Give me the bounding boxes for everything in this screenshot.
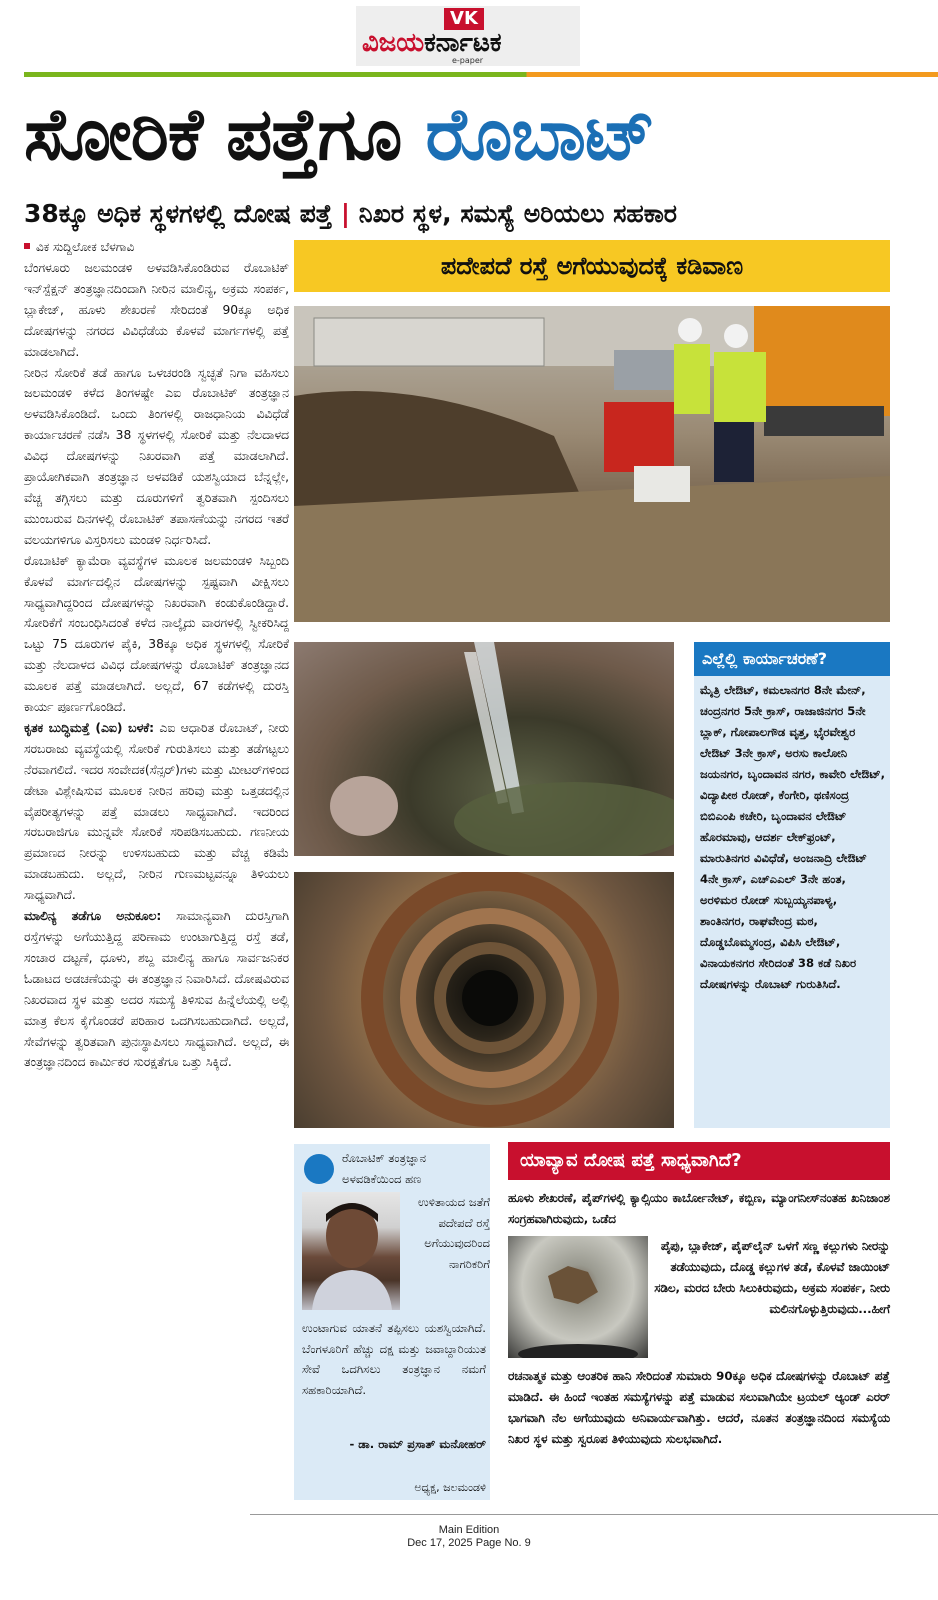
faults-text-3: ರಚನಾತ್ಮಕ ಮತ್ತು ಆಂತರಿಕ ಹಾನಿ ಸೇರಿದಂತೆ ಸುಮಾರು 90ಕ್ಕೂ ಅಧಿಕ ದೋಷಗಳನ್ನು ರೊಬಾಟ್ ಪತ್ತೆ ಮಾಡಿದೆ. ಈ ಹಿಂದೆ ಇಂತಹ ಸಮಸ್ಯೆಗಳನ್ನು ಪತ್ತೆ ಮಾಡುವ ಸಲುವಾಗಿಯೇ ಟ್ರಯಲ್ ಆ್ಯಂಡ್ ಎರರ್ ಭಾಗವಾಗಿ ನೆಲ ಅಗೆಯುವುದು ಅನಿವಾರ್ಯವಾಗಿತ್ತು. ಆದರೆ, ನೂತನ ತಂತ್ರಜ್ಞಾನದಿಂದ ಸಮಸ್ಯೆಯ ನಿಖರ ಸ್ಥಳ ಮತ್ತು ಸ್ವರೂಪ ತಿಳಿಯುವುದು ಸುಲಭವಾಗಿದೆ. xyxy=(508,1369,890,1446)
page-footer xyxy=(0,1524,938,1564)
faults-text-1: ಹೂಳು ಶೇಖರಣೆ, ಪೈಪ್‌ಗಳಲ್ಲಿ ಕ್ಯಾಲ್ಸಿಯಂ ಕಾರ್ಬೋನೇಟ್, ಕಬ್ಬಿಣ, ಮ್ಯಾಂಗನೀಸ್‌ನಂತಹ ಖನಿಜಾಂಶ ಸಂಗ್ರಹವಾಗಿರುವುದು, ಒಡೆದ xyxy=(508,1191,890,1226)
masthead-divider xyxy=(24,72,938,77)
official-portrait xyxy=(302,1192,400,1310)
subhead-divider: | xyxy=(340,199,350,228)
logo-tagline: e-paper xyxy=(452,56,484,65)
faults-text-2: ಪೈಪು, ಬ್ಲಾಕೇಜ್, ಪೈಪ್‌ಲೈನ್ ಒಳಗೆ ಸಣ್ಣ ಕಲ್ಲುಗಳು ನೀರನ್ನು ತಡೆಯುವುದು, ದೊಡ್ಡ ಕಲ್ಲುಗಳ ತಡೆ, ಕೊಳವೆ ಜಾಯಿಂಟ್ ಸಡಿಲ, ಮರದ ಬೇರು ಸಿಲುಕಿರುವುದು, ಅಕ್ರಮ ಸಂಪರ್ಕ, ನೀರು ಮಲಿನಗೊಳ್ಳುತ್ತಿರುವುದು...ಹೀಗೆ xyxy=(654,1239,890,1316)
pipe-interior-photo xyxy=(294,872,674,1128)
logo-part-1: ವಿಜಯ xyxy=(362,28,425,58)
robot-inspection-photo xyxy=(294,306,890,622)
pipe-interior-illustration xyxy=(294,872,674,1128)
headline-part-2: ರೊಬಾಟ್ xyxy=(425,92,655,176)
broken-pipe-photo xyxy=(508,1236,648,1358)
broken-pipe-illustration xyxy=(508,1236,648,1358)
pipe-leak-illustration xyxy=(294,642,674,856)
quote-text-bottom: ಉಂಟಾಗುವ ಯಾತನೆ ತಪ್ಪಿಸಲು ಯಶಸ್ವಿಯಾಗಿದೆ. ಬೆಂಗಳೂರಿಗೆ ಹೆಚ್ಚು ದಕ್ಷ ಮತ್ತು ಜವಾಬ್ದಾರಿಯುತ ಸೇವೆ ಒದಗಿಸಲು ತಂತ್ರಜ್ಞಾನ ನಮಗೆ ಸಹಕಾರಿಯಾಗಿದೆ. xyxy=(302,1321,486,1397)
subhead-left: 38ಕ್ಕೂ ಅಧಿಕ ಸ್ಥಳಗಳಲ್ಲಿ ದೋಷ ಪತ್ತೆ xyxy=(24,199,333,228)
article-paragraph xyxy=(24,906,289,1073)
date-page-label: Dec 17, 2025 Page No. 9 xyxy=(407,1537,531,1549)
article-paragraph xyxy=(24,718,289,906)
article-body xyxy=(24,258,289,1510)
portrait-illustration xyxy=(302,1192,400,1310)
bullet-icon xyxy=(24,243,30,249)
subheadline xyxy=(24,194,914,234)
section-subheading: ಕೃತಕ ಬುದ್ಧಿಮತ್ತೆ (ಎಐ) ಬಳಕೆ: xyxy=(24,720,155,735)
logo-part-2: ಕರ್ನಾಟಕ xyxy=(424,28,502,58)
edition-label: Main Edition xyxy=(438,1524,500,1536)
pipe-leak-photo xyxy=(294,642,674,856)
footer-divider xyxy=(250,1514,938,1515)
locations-title: ಎಲ್ಲೆಲ್ಲಿ ಕಾರ್ಯಾಚರಣೆ? xyxy=(694,642,890,676)
quote-text-right: ಉಳಿತಾಯದ ಜತೆಗೆ ಪದೇಪದೆ ರಸ್ತೆ ಅಗೆಯುವುದರಿಂದ ನಾಗರಿಕರಿಗೆ xyxy=(417,1195,490,1271)
byline-text: ವಿಕ ಸುದ್ದಿಲೋಕ ಬೆಳಗಾವಿ xyxy=(36,240,135,254)
section-subheading: ಮಾಲಿನ್ಯ ತಡೆಗೂ ಅನುಕೂಲ: xyxy=(24,909,162,924)
article-paragraph: ನೀರಿನ ಸೋರಿಕೆ ತಡೆ ಹಾಗೂ ಒಳಚರಂಡಿ ಸ್ವಚ್ಛತೆ ನಿಗಾ ವಹಿಸಲು ಜಲಮಂಡಳಿ ಕಳೆದ ತಿಂಗಳಷ್ಟೇ ಎಐ ರೊಬಾಟಿಕ್ ತಂತ್ರಜ್ಞಾನ ಅಳವಡಿಸಿಕೊಂಡಿದೆ. ಒಂದು ತಿಂಗಳಲ್ಲಿ ರಾಜಧಾನಿಯ ವಿವಿಧೆಡೆ ಕಾರ್ಯಾಚರಣೆ ನಡೆಸಿ 38 ಸ್ಥಳಗಳಲ್ಲಿ ಸೋರಿಕೆ ಮತ್ತು ನೆಲದಾಳದ ವಿವಿಧ ದೋಷಗಳನ್ನು ನಿಖರವಾಗಿ ಪತ್ತೆ ಮಾಡಲಾಗಿದೆ. ಪ್ರಾಯೋಗಿಕವಾಗಿ ತಂತ್ರಜ್ಞಾನ ಅಳವಡಿಕೆ ಯಶಸ್ವಿಯಾದ ಬೆನ್ನಲ್ಲೇ, ವೆಚ್ಚ ತಗ್ಗಿಸಲು ಮತ್ತು ದೂರುಗಳಿಗೆ ತ್ವರಿತವಾಗಿ ಸ್ಪಂದಿಸಲು ಮುಂಬರುವ ದಿನಗಳಲ್ಲಿ ರೊಬಾಟಿಕ್ ತಪಾಸಣೆಯನ್ನು ನಗರದ ಇತರೆ ವಲಯಗಳಿಗೂ ವಿಸ್ತರಿಸಲು ಮಂಡಳಿ ನಿರ್ಧರಿಸಿದೆ. xyxy=(24,365,289,547)
byline xyxy=(24,238,289,256)
faults-title: ಯಾವ್ಯಾವ ದೋಷ ಪತ್ತೆ ಸಾಧ್ಯವಾಗಿದೆ? xyxy=(508,1142,890,1180)
quote-bubble-icon xyxy=(304,1154,334,1184)
article-paragraph: ಬೆಂಗಳೂರು ಜಲಮಂಡಳಿ ಅಳವಡಿಸಿಕೊಂಡಿರುವ ರೊಬಾಟಿಕ್ ಇನ್‌ಸ್ಪೆಕ್ಷನ್ ತಂತ್ರಜ್ಞಾನದಿಂದಾಗಿ ನೀರಿನ ಮಾಲಿನ್ಯ, ಅಕ್ರಮ ಸಂಪರ್ಕ, ಬ್ಲಾಕೇಜ್, ಹೂಳು ಶೇಖರಣೆ ಸೇರಿದಂತೆ 90ಕ್ಕೂ ಅಧಿಕ ದೋಷಗಳನ್ನು ನಗರದ ವಿವಿಧೆಡೆಯ ಕೊಳವೆ ಮಾರ್ಗಗಳಲ್ಲಿ ಪತ್ತೆ ಮಾಡಲಾಗಿದೆ. xyxy=(24,261,289,359)
section-banner: ಪದೇಪದೆ ರಸ್ತೆ ಅಗೆಯುವುದಕ್ಕೆ ಕಡಿವಾಣ xyxy=(294,240,890,292)
masthead-logo xyxy=(356,6,580,66)
locations-list: ಮೈತ್ರಿ ಲೇಔಟ್, ಕಮಲಾನಗರ 8ನೇ ಮೇನ್, ಚಂದ್ರನಗರ 5ನೇ ಕ್ರಾಸ್, ರಾಜಾಜಿನಗರ 5ನೇ ಬ್ಲಾಕ್, ಗೋಪಾಲಗೌಡ ವೃತ್ತ, ಭೈರವೇಶ್ವರ ಲೇಔಟ್ 3ನೇ ಕ್ರಾಸ್, ಅರಸು ಕಾಲೋನಿ ಜಯನಗರ, ಬೃಂದಾವನ ನಗರ, ಕಾವೇರಿ ಲೇಔಟ್, ವಿದ್ಯಾಪೀಠ ರೋಡ್, ಕೆಂಗೇರಿ, ಥಣಿಸಂದ್ರ ಬಿಬಿಎಂಪಿ ಕಚೇರಿ, ಬೃಂದಾವನ ಲೇಔಟ್ ಹೊರಮಾವು, ಆದರ್ಶ ಲೇಕ್‌ಫ್ರಂಟ್, ಮಾರುತಿನಗರ ವಿವಿಧೆಡೆ, ಅಂಜನಾದ್ರಿ ಲೇಔಟ್ 4ನೇ ಕ್ರಾಸ್, ಎಚ್‌ಎಎಲ್ 3ನೇ ಹಂತ, ಅರಳಿಮರ ರೋಡ್ ಸುಬ್ಬಯ್ಯನಪಾಳ್ಯ, ಶಾಂತಿನಗರ, ರಾಘವೇಂದ್ರ ಮಠ, ದೊಡ್ಡಬೊಮ್ಮಸಂದ್ರ, ವಿಪಿಸಿ ಲೇಔಟ್, ವಿನಾಯಕನಗರ ಸೇರಿದಂತೆ 38 ಕಡೆ ನಿಖರ ದೋಷಗಳನ್ನು ರೊಬಾಟ್ ಗುರುತಿಸಿದೆ. xyxy=(700,683,886,991)
quote-role: ಅಧ್ಯಕ್ಷ, ಜಲಮಂಡಳಿ xyxy=(414,1481,486,1494)
quote-text-top: ರೊಬಾಟಿಕ್ ತಂತ್ರಜ್ಞಾನ ಅಳವಡಿಕೆಯಿಂದ ಹಣ xyxy=(342,1151,427,1186)
article-paragraph: ರೊಬಾಟಿಕ್ ಕ್ಯಾಮೆರಾ ವ್ಯವಸ್ಥೆಗಳ ಮೂಲಕ ಜಲಮಂಡಳಿ ಸಿಬ್ಬಂದಿ ಕೊಳವೆ ಮಾರ್ಗದಲ್ಲಿನ ದೋಷಗಳನ್ನು ಸ್ಪಷ್ಟವಾಗಿ ವೀಕ್ಷಿಸಲು ಸಾಧ್ಯವಾಗಿದ್ದರಿಂದ ದೋಷಗಳನ್ನು ನಿಖರವಾಗಿ ಕಂಡುಕೊಂಡಿದ್ದಾರೆ. ಸೋರಿಕೆಗೆ ಸಂಬಂಧಿಸಿದಂತೆ ಕಳೆದ ನಾಲ್ಕೈದು ವಾರಗಳಲ್ಲಿ ಸ್ವೀಕರಿಸಿದ್ದ ಒಟ್ಟು 75 ದೂರುಗಳ ಪೈಕಿ, 38ಕ್ಕೂ ಅಧಿಕ ಸ್ಥಳಗಳಲ್ಲಿ ಸೋರಿಕೆ ಮತ್ತು ನೆಲದಾಳದ ವಿವಿಧ ದೋಷಗಳನ್ನು ರೊಬಾಟಿಕ್ ತಂತ್ರಜ್ಞಾನದ ಮೂಲಕ ಪತ್ತೆ ಮಾಡಲಾಗಿದೆ. ಅಲ್ಲದೆ, 67 ಕಡೆಗಳಲ್ಲಿ ದುರಸ್ತಿ ಕಾರ್ಯ ಪೂರ್ಣಗೊಂಡಿದೆ. xyxy=(24,553,289,715)
logo-badge: VK xyxy=(444,8,484,30)
quote-signature: - ಡಾ. ರಾಮ್ ಪ್ರಸಾತ್ ಮನೋಹರ್ xyxy=(349,1437,486,1451)
robot-inspection-illustration xyxy=(294,306,890,622)
subhead-right: ನಿಖರ ಸ್ಥಳ, ಸಮಸ್ಯೆ ಅರಿಯಲು ಸಹಕಾರ xyxy=(358,199,678,228)
headline xyxy=(24,84,914,184)
paragraph-text: ಎಐ ಆಧಾರಿತ ರೊಬಾಟ್, ನೀರು ಸರಬರಾಜು ವ್ಯವಸ್ಥೆಯಲ್ಲಿ ಸೋರಿಕೆ ಗುರುತಿಸಲು ಮತ್ತು ತಡೆಗಟ್ಟಲು ನೆರವಾಗಲಿದೆ. ಇದರ ಸಂವೇದಕ(ಸೆನ್ಸರ್)ಗಳು ಮತ್ತು ಮೀಟರ್‌ಗಳಿಂದ ಡೇಟಾ ವಿಶ್ಲೇಷಿಸುವ ಮೂಲಕ ನೀರಿನ ಹರಿವು ಮತ್ತು ಒತ್ತಡದಲ್ಲಿನ ವೈಪರೀತ್ಯಗಳನ್ನು ಪತ್ತೆ ಮಾಡಲು ಸಾಧ್ಯವಾಗಿದೆ. ಇದರಿಂದ ಸರಬರಾಜಿಗೂ ಮುನ್ನವೇ ಸೋರಿಕೆ ಸರಿಪಡಿಸಬಹುದು. ಗಣನೀಯ ಪ್ರಮಾಣದ ನೀರನ್ನು ಉಳಿಸಬಹುದು ಮತ್ತು ವೆಚ್ಚ ಕಡಿಮೆ ಮಾಡಬಹುದು. ಅಲ್ಲದೆ, ನೀರಿನ ಗುಣಮಟ್ಟವನ್ನೂ ತಿಳಿಯಲು ಸಾಧ್ಯವಾಗಿದೆ. xyxy=(24,720,289,903)
paragraph-text: ಸಾಮಾನ್ಯವಾಗಿ ದುರಸ್ತಿಗಾಗಿ ರಸ್ತೆಗಳನ್ನು ಅಗೆಯುತ್ತಿದ್ದ ಪರಿಣಾಮ ಉಂಟಾಗುತ್ತಿದ್ದ ರಸ್ತೆ ತಡೆ, ಸಂಚಾರ ದಟ್ಟಣೆ, ಧೂಳು, ಶಬ್ದ ಮಾಲಿನ್ಯ ಹಾಗೂ ಸಾರ್ವಜನಿಕರ ಓಡಾಟದ ಅಡಚಣೆಯನ್ನು ಈ ತಂತ್ರಜ್ಞಾನ ನಿವಾರಿಸಿದೆ. ದೋಷವಿರುವ ನಿಖರವಾದ ಸ್ಥಳ ಮತ್ತು ಅದರ ಸಮಸ್ಯೆ ತಿಳಿಸುವ ಹಿನ್ನೆಲೆಯಲ್ಲಿ ಅಲ್ಲಿ ಮಾತ್ರ ಕೆಲಸ ಕೈಗೊಂಡರೆ ಪರಿಹಾರ ಒದಗಿಸಬಹುದಾಗಿದೆ. ಅಲ್ಲದೆ, ಸೇವೆಗಳನ್ನು ತ್ವರಿತವಾಗಿ ಪುನಃಸ್ಥಾಪಿಸಲು ಸಾಧ್ಯವಾಗಿದೆ. ಅಲ್ಲದೆ, ಈ ತಂತ್ರಜ್ಞಾನದಿಂದ ಕಾರ್ಮಿಕರ ಸುರಕ್ಷತೆಗೂ ಒತ್ತು ಸಿಕ್ಕಿದೆ. xyxy=(24,909,289,1070)
headline-part-1: ಸೋರಿಕೆ ಪತ್ತೆಗೂ xyxy=(24,92,402,176)
logo-wordmark xyxy=(362,28,574,59)
